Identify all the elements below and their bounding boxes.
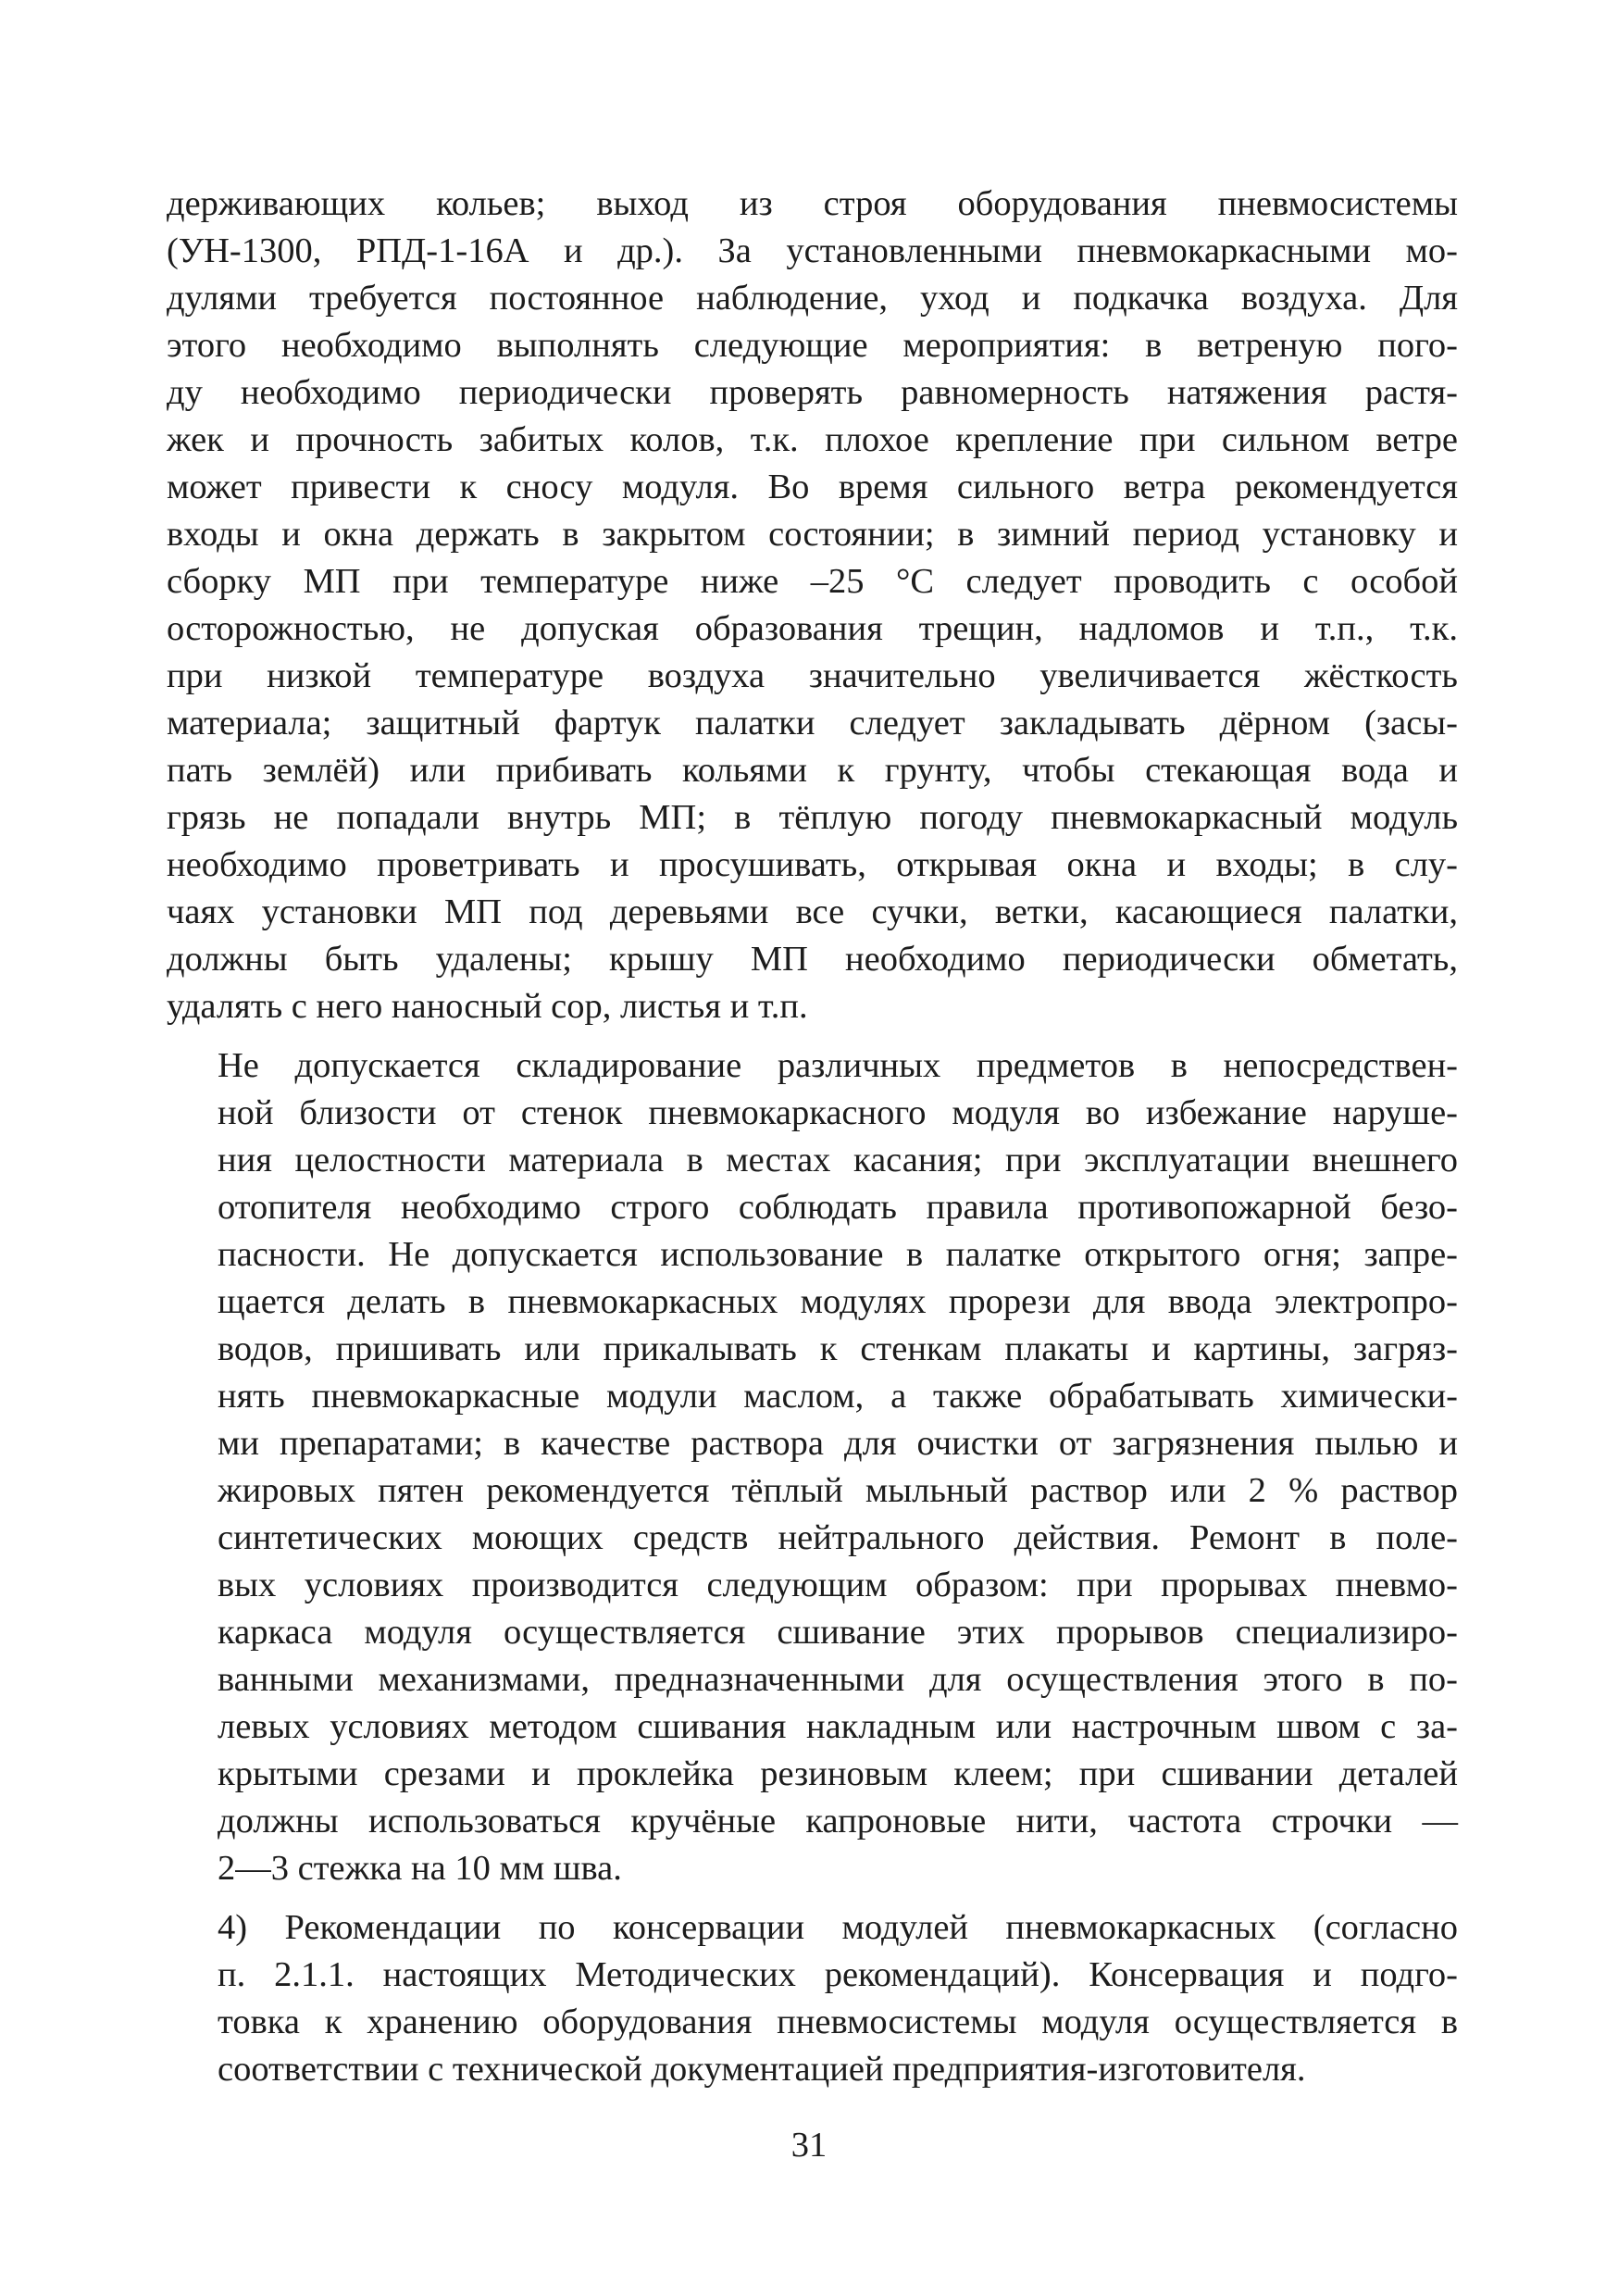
text-line: соответствии с технической документацией предприятия-изготовителя. (218, 2050, 1306, 2089)
text-line: грязь не попадали внутрь МП; в тёплую погоду пневмокаркасный модуль (167, 798, 1458, 837)
text-line: синтетических моющих средств нейтрального действия. Ремонт в поле- (218, 1518, 1458, 1557)
text-line: отопителя необходимо строго соблюдать правила противопожарной безо- (218, 1188, 1458, 1227)
text-line: ми препаратами; в качестве раствора для очистки от загрязнения пылью и (218, 1424, 1458, 1463)
page-number: 31 (790, 2126, 828, 2165)
text-line: левых условиях методом сшивания накладным или настрочным швом с за- (218, 1707, 1458, 1746)
text-line: этого необходимо выполнять следующие мероприятия: в ветреную пого- (167, 326, 1458, 365)
text-line: 4) Рекомендации по консервации модулей пневмокаркасных (согласно (218, 1908, 1458, 1947)
text-line: чаях установки МП под деревьями все сучки, ветки, касающиеся палатки, (167, 892, 1458, 931)
text-line: жировых пятен рекомендуется тёплый мыльный раствор или 2 % раствор (218, 1471, 1458, 1510)
text-line: Не допускается складирование различных предметов в непосредствен- (218, 1046, 1458, 1085)
text-line: должны использоваться кручёные капроновые нити, частота строчки — (218, 1802, 1458, 1841)
paragraph-3 (167, 1904, 1458, 2093)
text-line: держивающих кольев; выход из строя оборудования пневмосистемы (167, 184, 1458, 223)
text-line: ния целостности материала в местах касания; при эксплуатации внешнего (218, 1141, 1458, 1179)
paragraph-2 (167, 1042, 1458, 1892)
text-line: ду необходимо периодически проверять равномерность натяжения растя- (167, 373, 1458, 412)
text-line: входы и окна держать в закрытом состоянии; в зимний период установку и (167, 515, 1458, 554)
paragraph-1 (167, 181, 1458, 1030)
text-line: осторожностью, не допуская образования трещин, надломов и т.п., т.к. (167, 609, 1458, 648)
text-line: необходимо проветривать и просушивать, открывая окна и входы; в слу- (167, 845, 1458, 884)
text-line: удалять с него наносный сор, листья и т.п. (167, 987, 808, 1026)
text-line: нять пневмокаркасные модули маслом, а также обрабатывать химически- (218, 1377, 1458, 1416)
text-line: дулями требуется постоянное наблюдение, уход и подкачка воздуха. Для (167, 279, 1458, 318)
text-line: жек и прочность забитых колов, т.к. плохое крепление при сильном ветре (167, 420, 1458, 459)
text-line: щается делать в пневмокаркасных модулях прорези для ввода электропро- (218, 1282, 1458, 1321)
text-line: товка к хранению оборудования пневмосистемы модуля осуществляется в (218, 2003, 1458, 2041)
text-line: п. 2.1.1. настоящих Методических рекомендаций). Консервация и подго- (218, 1955, 1458, 1994)
text-line: при низкой температуре воздуха значительно увеличивается жёсткость (167, 656, 1458, 695)
text-line: пать землёй) или прибивать кольями к грунту, чтобы стекающая вода и (167, 751, 1458, 790)
text-line: пасности. Не допускается использование в палатке открытого огня; запре- (218, 1235, 1458, 1274)
text-line: водов, пришивать или прикалывать к стенкам плакаты и картины, загряз- (218, 1329, 1458, 1368)
text-line: крытыми срезами и проклейка резиновым клеем; при сшивании деталей (218, 1754, 1458, 1793)
text-line: 2—3 стежка на 10 мм шва. (218, 1849, 622, 1888)
text-line: материала; защитный фартук палатки следует закладывать дёрном (засы- (167, 704, 1458, 742)
text-line: (УН-1300, РПД-1-16А и др.). За установленными пневмокаркасными мо- (167, 231, 1458, 270)
document-body (167, 181, 1458, 2105)
text-line: каркаса модуля осуществляется сшивание этих прорывов специализиро- (218, 1613, 1458, 1652)
text-line: вых условиях производится следующим образом: при прорывах пневмо- (218, 1566, 1458, 1604)
text-line: может привести к сносу модуля. Во время сильного ветра рекомендуется (167, 468, 1458, 506)
text-line: должны быть удалены; крышу МП необходимо периодически обметать, (167, 940, 1458, 979)
text-line: ванными механизмами, предназначенными для осуществления этого в по- (218, 1660, 1458, 1699)
text-line: ной близости от стенок пневмокаркасного модуля во избежание наруше- (218, 1093, 1458, 1132)
text-line: сборку МП при температуре ниже –25 °С следует проводить с особой (167, 562, 1458, 601)
